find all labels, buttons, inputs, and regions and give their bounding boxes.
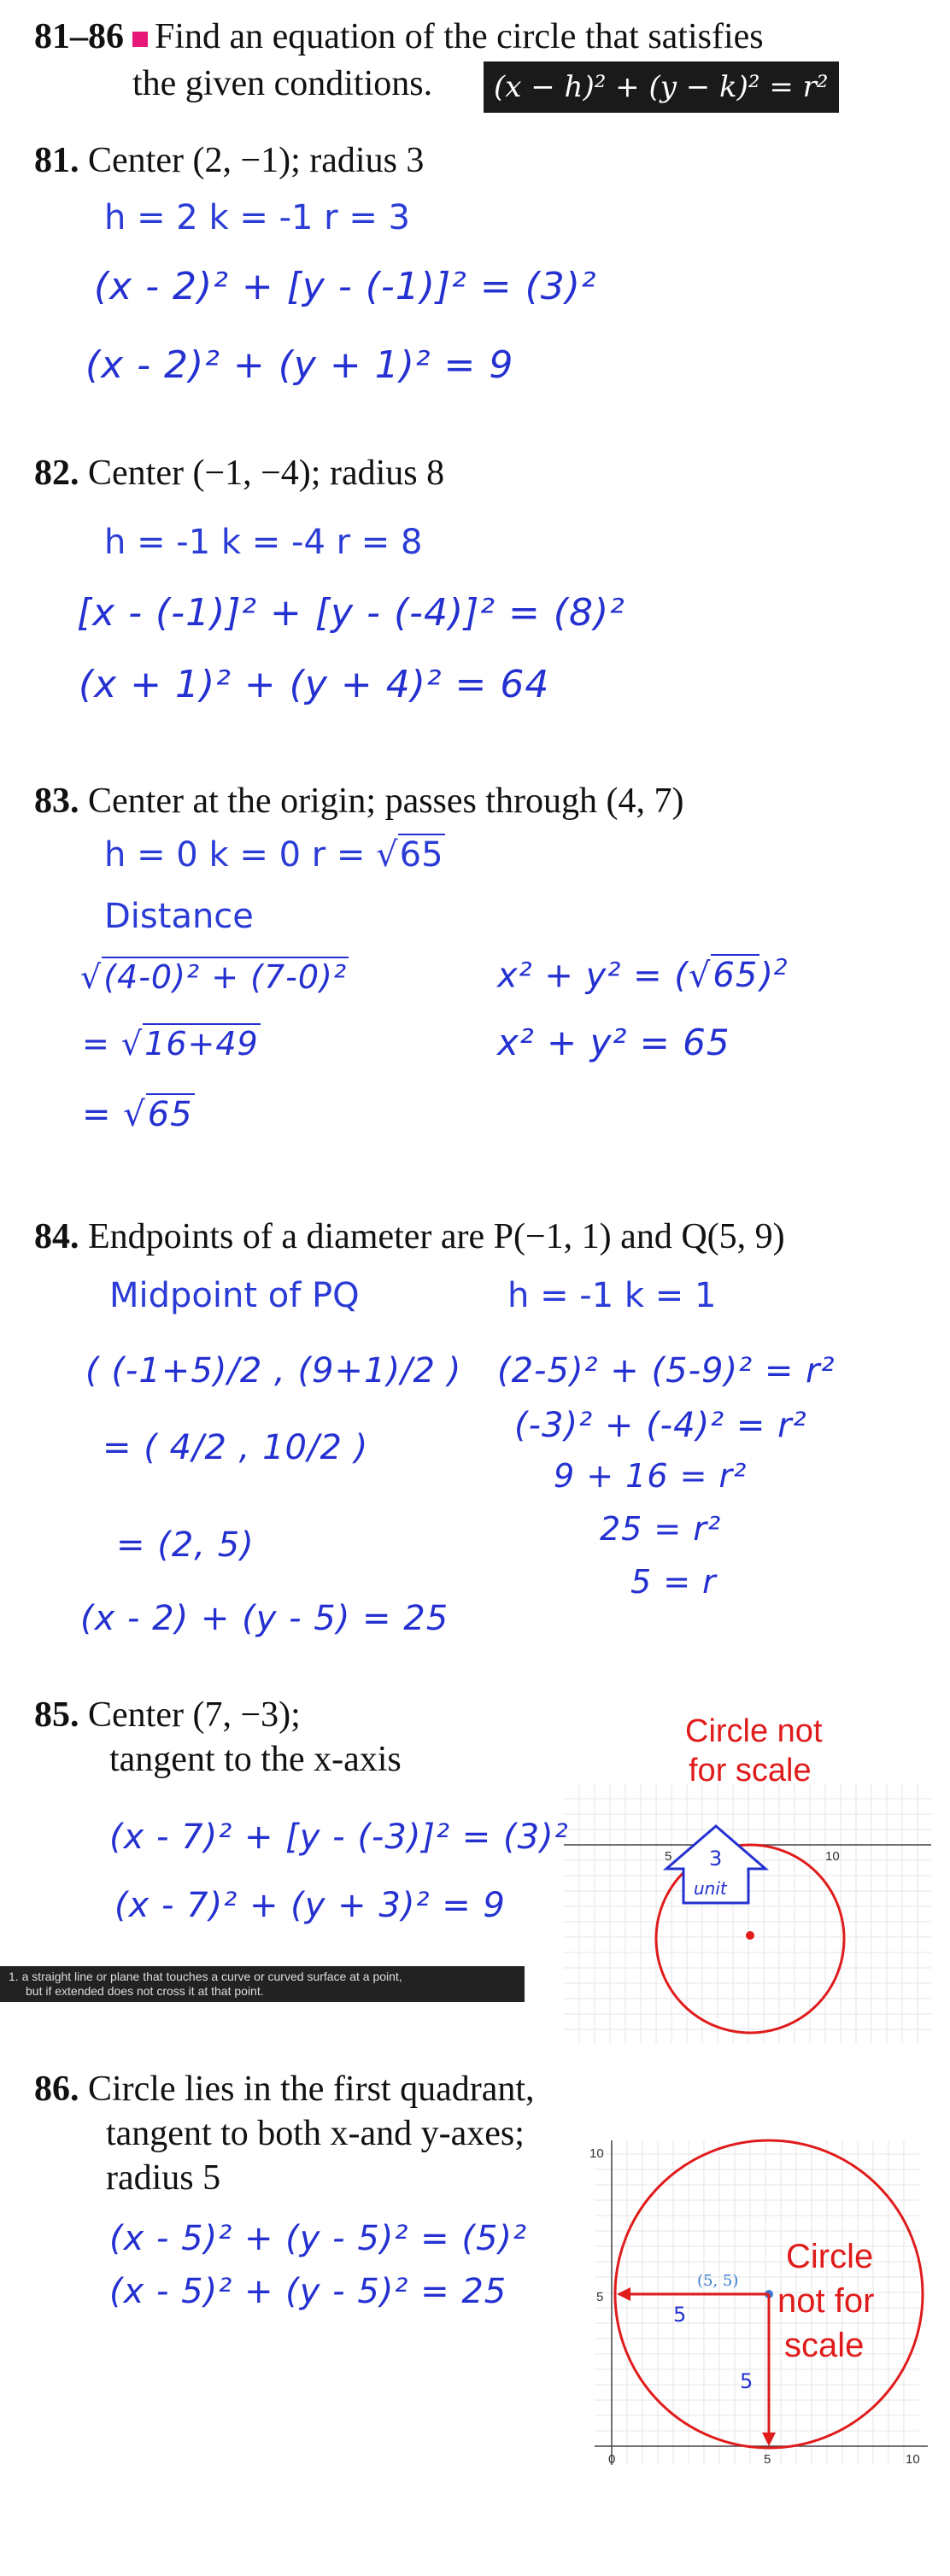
problem-prompt: Center at the origin; passes through (4, 7) xyxy=(88,782,684,821)
scale-note-line-1: Circle xyxy=(786,2238,874,2275)
problem-86-heading xyxy=(34,2069,535,2110)
problem-prompt: Center (−1, −4); radius 8 xyxy=(88,454,445,493)
problem-number: 86. xyxy=(34,2070,79,2109)
equation-step-2: x² + y² = 65 xyxy=(497,1022,730,1063)
section-header xyxy=(34,15,764,58)
work-line-2: (x - 7)² + (y + 3)² = 9 xyxy=(114,1886,506,1925)
tooltip-line-2: but if extended does not cross it at that point. xyxy=(26,1984,264,1998)
exponent: 2 xyxy=(773,955,789,981)
work-line-2: (x + 1)² + (y + 4)² = 64 xyxy=(79,663,550,706)
graph-85 xyxy=(564,1777,940,2050)
instruction-line-2: the given conditions. xyxy=(132,64,433,103)
equation-step-1: $x^2 + y^2 = (√65)^2$ xyxy=(497,955,789,996)
problem-prompt: Center (2, −1); radius 3 xyxy=(88,141,425,180)
work-line-2: (x - 5)² + (y - 5)² = 25 xyxy=(109,2272,507,2311)
problem-prompt-line-2: tangent to both x-and y-axes; xyxy=(106,2114,525,2153)
down-arrowhead-icon xyxy=(762,2433,776,2446)
work-line-2: (x - 2)² + (y + 1)² = 9 xyxy=(85,343,514,387)
midpoint-step-1: ( (-1+5)/2 , (9+1)/2 ) xyxy=(85,1351,462,1390)
problem-prompt-line-1: Circle lies in the first quadrant, xyxy=(88,2070,535,2109)
graph-86 xyxy=(578,2132,936,2474)
distance-label: Distance xyxy=(104,897,254,936)
left-arrowhead-icon xyxy=(617,2287,630,2301)
problem-number: 85. xyxy=(34,1695,79,1735)
instruction-line-1: Find an equation of the circle that satisfies xyxy=(155,17,764,56)
problem-number: 84. xyxy=(34,1217,79,1256)
center-point xyxy=(746,1931,754,1940)
tick-label-x0: 0 xyxy=(608,2452,616,2467)
scale-note-line-2: not for xyxy=(777,2282,875,2320)
hkr-values: h = 0 k = 0 r = xyxy=(104,835,366,875)
tick-label-x10: 10 xyxy=(906,2452,920,2467)
scale-note-line-1: Circle not xyxy=(685,1713,823,1749)
scale-note-line-3: scale xyxy=(784,2327,865,2364)
problem-85-heading xyxy=(34,1695,301,1736)
problem-83-heading xyxy=(34,781,684,822)
final-equation: (x - 2) + (y - 5) = 25 xyxy=(80,1599,449,1638)
radius-step-2: (-3)² + (-4)² = r² xyxy=(514,1406,807,1445)
problem-number: 82. xyxy=(34,454,79,493)
problem-number: 81. xyxy=(34,141,79,180)
radius-root: 65 xyxy=(712,956,759,996)
problem-84-heading xyxy=(34,1216,785,1257)
center-label: (5, 5) xyxy=(697,2272,739,2290)
arrow-label-number: 3 xyxy=(709,1847,723,1871)
work-line-1: [x - (-1)]² + [y - (-4)]² = (8)² xyxy=(77,591,625,635)
distance-root: (4-0)² + (7-0)² xyxy=(103,958,348,996)
midpoint-label: Midpoint of PQ xyxy=(109,1276,360,1315)
radius-step-3: 9 + 16 = r² xyxy=(554,1457,748,1495)
scale-note-line-2: for scale xyxy=(689,1753,812,1789)
radius-step-4: 25 = r² xyxy=(600,1510,722,1548)
tick-label-y10: 10 xyxy=(589,2146,604,2161)
distance-root: 65 xyxy=(147,1095,193,1134)
pink-square-icon xyxy=(132,32,148,47)
hkr-values: h = 2 k = -1 r = 3 xyxy=(104,198,411,237)
radius-root: 65 xyxy=(399,835,443,875)
circle-formula: (x − h)² + (y − k)² = r² xyxy=(484,61,839,113)
tick-label-10: 10 xyxy=(825,1849,840,1864)
problem-82-heading xyxy=(34,453,444,494)
distance-root: 16+49 xyxy=(144,1025,259,1063)
definition-tooltip xyxy=(0,1966,525,2002)
distance-step-3: = √65 xyxy=(82,1095,193,1134)
distance-step-2: = √16+49 xyxy=(82,1025,259,1063)
problem-prompt-line-3: radius 5 xyxy=(106,2158,221,2198)
radius-label-horizontal: 5 xyxy=(673,2303,687,2327)
problem-prompt: Endpoints of a diameter are P(−1, 1) and Q(5, 9) xyxy=(88,1217,785,1256)
work-line-1: (x - 5)² + (y - 5)² = (5)² xyxy=(109,2219,528,2258)
radius-step-5: 5 = r xyxy=(630,1563,717,1601)
work-line-1: (x - 7)² + [y - (-3)]² = (3)² xyxy=(109,1818,569,1857)
hkr-values: h = -1 k = -4 r = 8 xyxy=(104,523,423,562)
equals-sign: = xyxy=(82,1095,112,1134)
problem-range: 81–86 xyxy=(34,17,124,56)
tooltip-line-1: 1. a straight line or plane that touches a curve or curved surface at a point, xyxy=(9,1970,402,1983)
work-line-1: (x - 2)² + [y - (-1)]² = (3)² xyxy=(94,265,597,308)
equals-sign: = xyxy=(82,1025,110,1063)
equation-left: x² + y² = xyxy=(497,956,663,996)
problem-81-heading xyxy=(34,140,424,181)
tick-label-y5: 5 xyxy=(596,2290,604,2304)
midpoint-step-2: = ( 4/2 , 10/2 ) xyxy=(103,1428,369,1467)
problem-number: 83. xyxy=(34,782,79,821)
hkr-values-line: h = 0 k = 0 r = √65 xyxy=(104,835,443,875)
radius-label-vertical: 5 xyxy=(740,2369,754,2393)
distance-step-1: √(4-0)² + (7-0)² xyxy=(80,958,348,996)
problem-prompt-line-1: Center (7, −3); xyxy=(88,1695,301,1735)
tick-label-5: 5 xyxy=(665,1849,672,1864)
midpoint-step-3: = (2, 5) xyxy=(116,1525,255,1565)
problem-prompt-line-2: tangent to the x-axis xyxy=(109,1740,402,1779)
tick-label-x5: 5 xyxy=(764,2452,771,2467)
hk-values: h = -1 k = 1 xyxy=(507,1276,717,1315)
radius-step-1: (2-5)² + (5-9)² = r² xyxy=(497,1351,836,1390)
arrow-label-unit: unit xyxy=(694,1878,727,1899)
